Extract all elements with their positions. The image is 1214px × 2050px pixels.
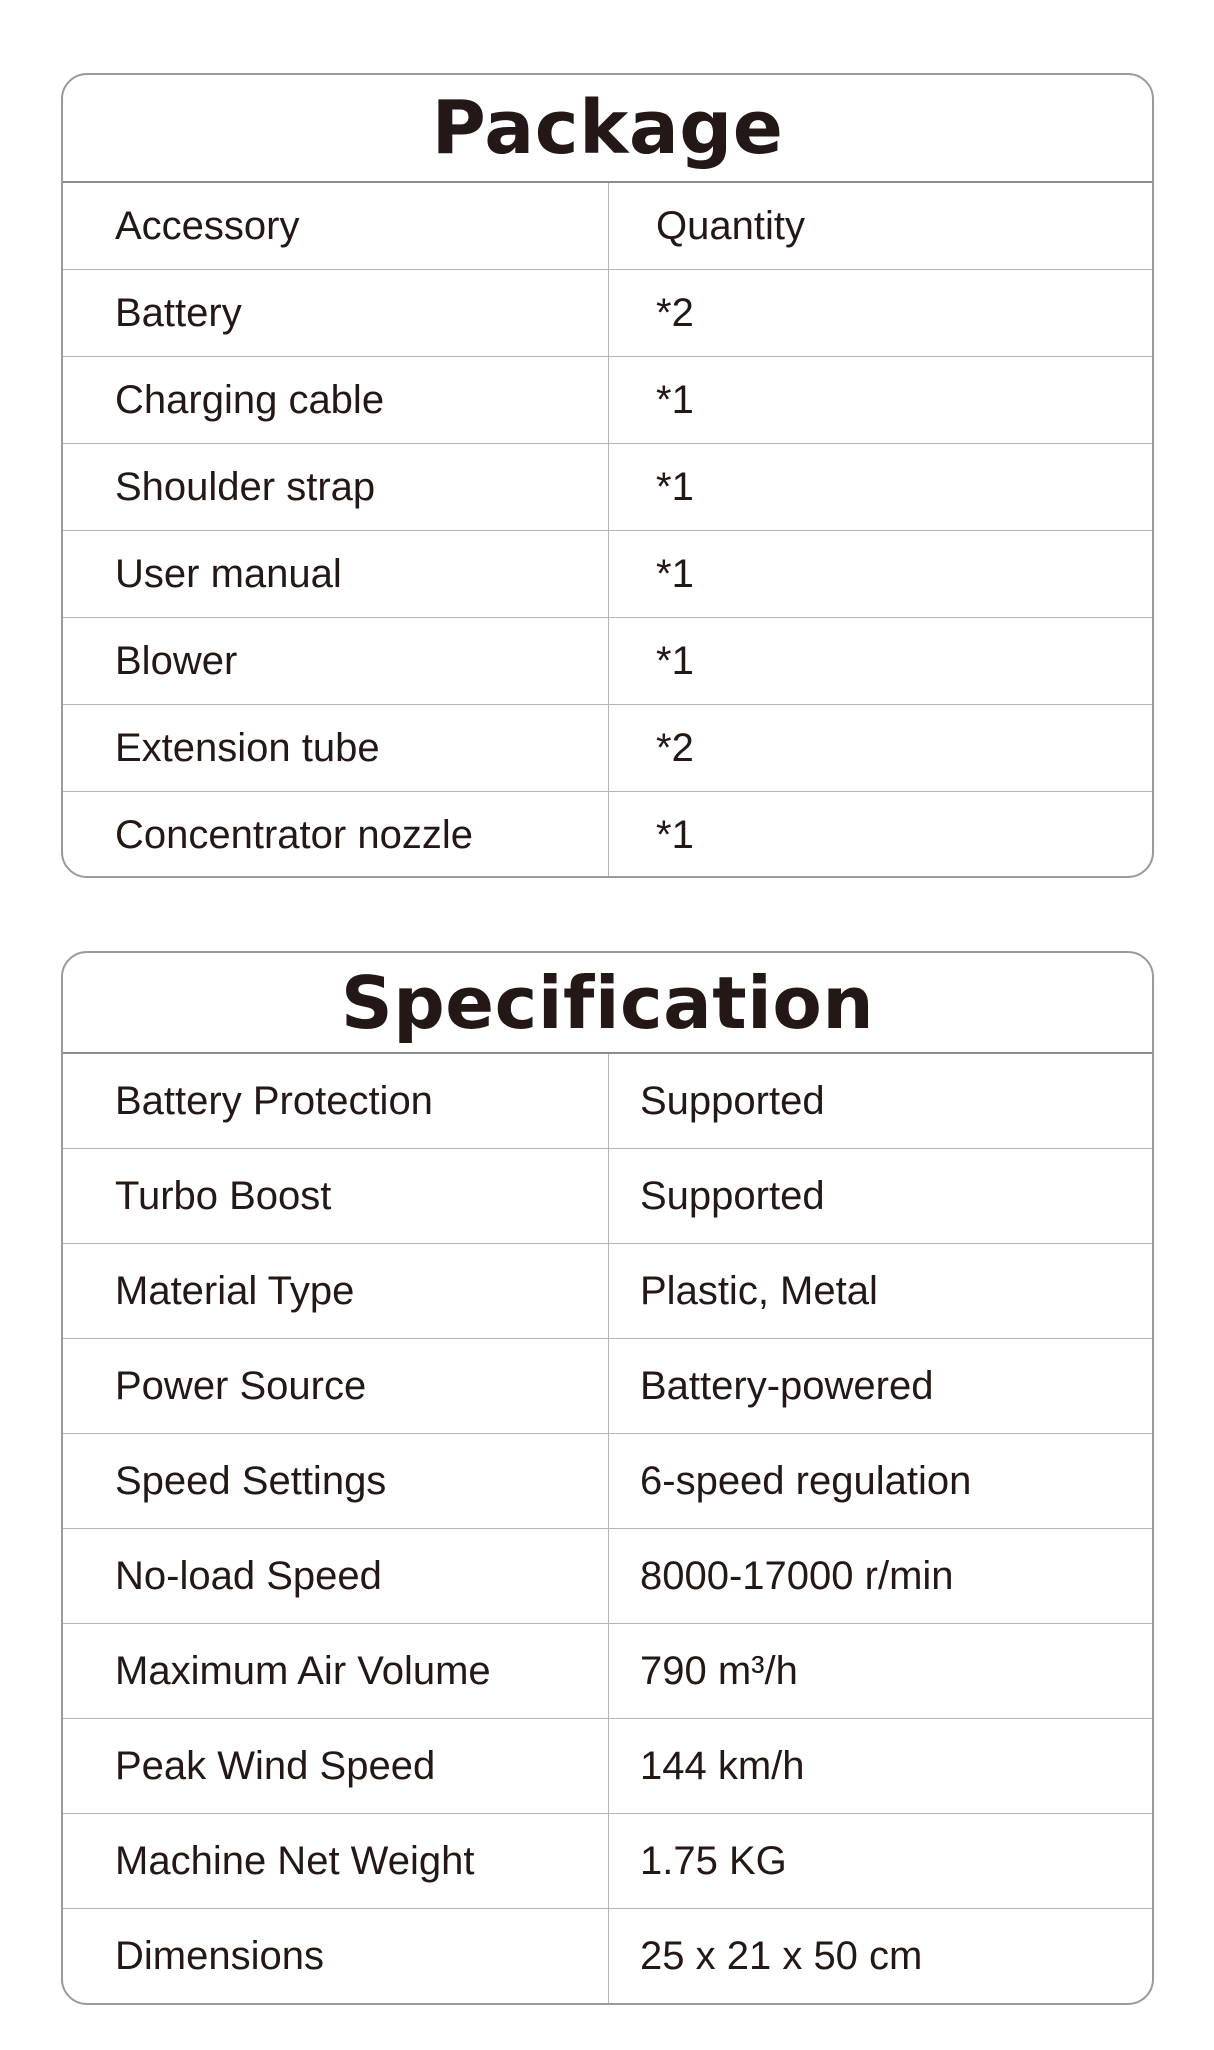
spec-label: Dimensions: [63, 1909, 609, 2004]
spec-value: 144 km/h: [640, 1743, 805, 1788]
accessory-quantity: *1: [656, 813, 694, 857]
spec-label: Machine Net Weight: [63, 1814, 609, 1908]
spec-row: [63, 1434, 1152, 1529]
accessory-name: User manual: [63, 531, 609, 617]
accessory-column-header: Accessory: [63, 183, 609, 269]
package-row: [63, 357, 1152, 444]
quantity-column-header: Quantity: [656, 203, 805, 248]
accessory-quantity: *1: [656, 638, 694, 683]
spec-value: Battery-powered: [640, 1363, 934, 1408]
accessory-quantity: *1: [656, 377, 694, 422]
accessory-name: Concentrator nozzle: [63, 792, 609, 878]
package-row: [63, 618, 1152, 705]
spec-value: Plastic, Metal: [640, 1268, 878, 1313]
spec-label: Battery Protection: [63, 1054, 609, 1148]
spec-label: Speed Settings: [63, 1434, 609, 1528]
package-header-row: [63, 183, 1152, 270]
specification-rows: [63, 1054, 1152, 2004]
spec-label: Turbo Boost: [63, 1149, 609, 1243]
spec-value: 25 x 21 x 50 cm: [640, 1934, 923, 1978]
spec-value: 790 m³/h: [640, 1648, 798, 1693]
spec-row: [63, 1339, 1152, 1434]
package-row: [63, 705, 1152, 792]
package-row: [63, 444, 1152, 531]
spec-value: 1.75 KG: [640, 1838, 787, 1883]
spec-value: Supported: [640, 1173, 825, 1218]
package-rows: [63, 183, 1152, 878]
package-title: Package: [63, 75, 1152, 183]
spec-row: [63, 1814, 1152, 1909]
accessory-name: Shoulder strap: [63, 444, 609, 530]
spec-row: [63, 1624, 1152, 1719]
accessory-name: Charging cable: [63, 357, 609, 443]
accessory-name: Extension tube: [63, 705, 609, 791]
spec-row: [63, 1149, 1152, 1244]
spec-row: [63, 1529, 1152, 1624]
package-row: [63, 792, 1152, 878]
package-row: [63, 270, 1152, 357]
spec-label: Power Source: [63, 1339, 609, 1433]
spec-value: Supported: [640, 1078, 825, 1123]
specification-table: [61, 951, 1154, 2005]
spec-label: No-load Speed: [63, 1529, 609, 1623]
accessory-quantity: *1: [656, 464, 694, 509]
accessory-name: Blower: [63, 618, 609, 704]
spec-label: Material Type: [63, 1244, 609, 1338]
spec-label: Peak Wind Speed: [63, 1719, 609, 1813]
package-row: [63, 531, 1152, 618]
specification-title: Specification: [63, 953, 1152, 1054]
accessory-quantity: *2: [656, 725, 694, 770]
spec-row: [63, 1719, 1152, 1814]
accessory-quantity: *2: [656, 290, 694, 335]
spec-value: 8000-17000 r/min: [640, 1553, 954, 1598]
accessory-name: Battery: [63, 270, 609, 356]
spec-value: 6-speed regulation: [640, 1458, 972, 1503]
package-table: [61, 73, 1154, 878]
spec-row: [63, 1244, 1152, 1339]
accessory-quantity: *1: [656, 551, 694, 596]
spec-row: [63, 1054, 1152, 1149]
spec-label: Maximum Air Volume: [63, 1624, 609, 1718]
spec-row: [63, 1909, 1152, 2004]
